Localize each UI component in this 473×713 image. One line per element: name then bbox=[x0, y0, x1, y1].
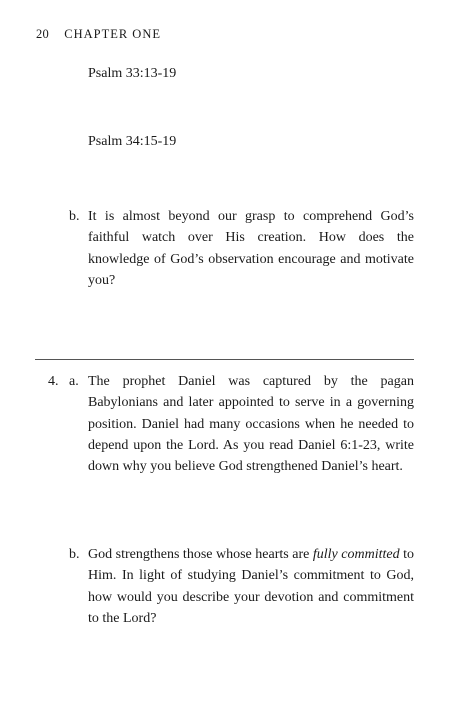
question-4b-text bbox=[88, 544, 414, 629]
question-4b-text-start: God strengthens those whose hearts are bbox=[88, 547, 313, 562]
question-4a-label: a. bbox=[69, 374, 79, 389]
question-4b-text-end: to Him. In light of studying Daniel’s commitment to God, how would you describe your devotion and commitment to the Lord? bbox=[88, 547, 415, 626]
section-divider bbox=[35, 359, 414, 360]
question-4-number: 4. bbox=[48, 374, 59, 389]
chapter-title: CHAPTER ONE bbox=[64, 27, 162, 41]
running-header bbox=[36, 27, 161, 42]
scripture-reference-2: Psalm 34:15-19 bbox=[88, 134, 177, 149]
question-4b-label: b. bbox=[69, 547, 80, 562]
question-3b-text: It is almost beyond our grasp to comprehend God’s faithful watch over His creation. How does the knowledge of God’s observation encourage and motivate you? bbox=[88, 209, 414, 288]
scripture-reference-1: Psalm 33:13-19 bbox=[88, 66, 177, 81]
question-4a-text: The prophet Daniel was captured by the pagan Babylonians and later appointed to serve in a governing position. Daniel had many occasions when he needed to depend upon the Lord. As you read Daniel 6:1-23, write down why you believe God strengthened Daniel’s heart. bbox=[88, 374, 414, 475]
question-4b-emphasis: fully committed bbox=[312, 547, 400, 562]
page-number: 20 bbox=[36, 27, 49, 41]
question-3b-label: b. bbox=[69, 209, 80, 224]
